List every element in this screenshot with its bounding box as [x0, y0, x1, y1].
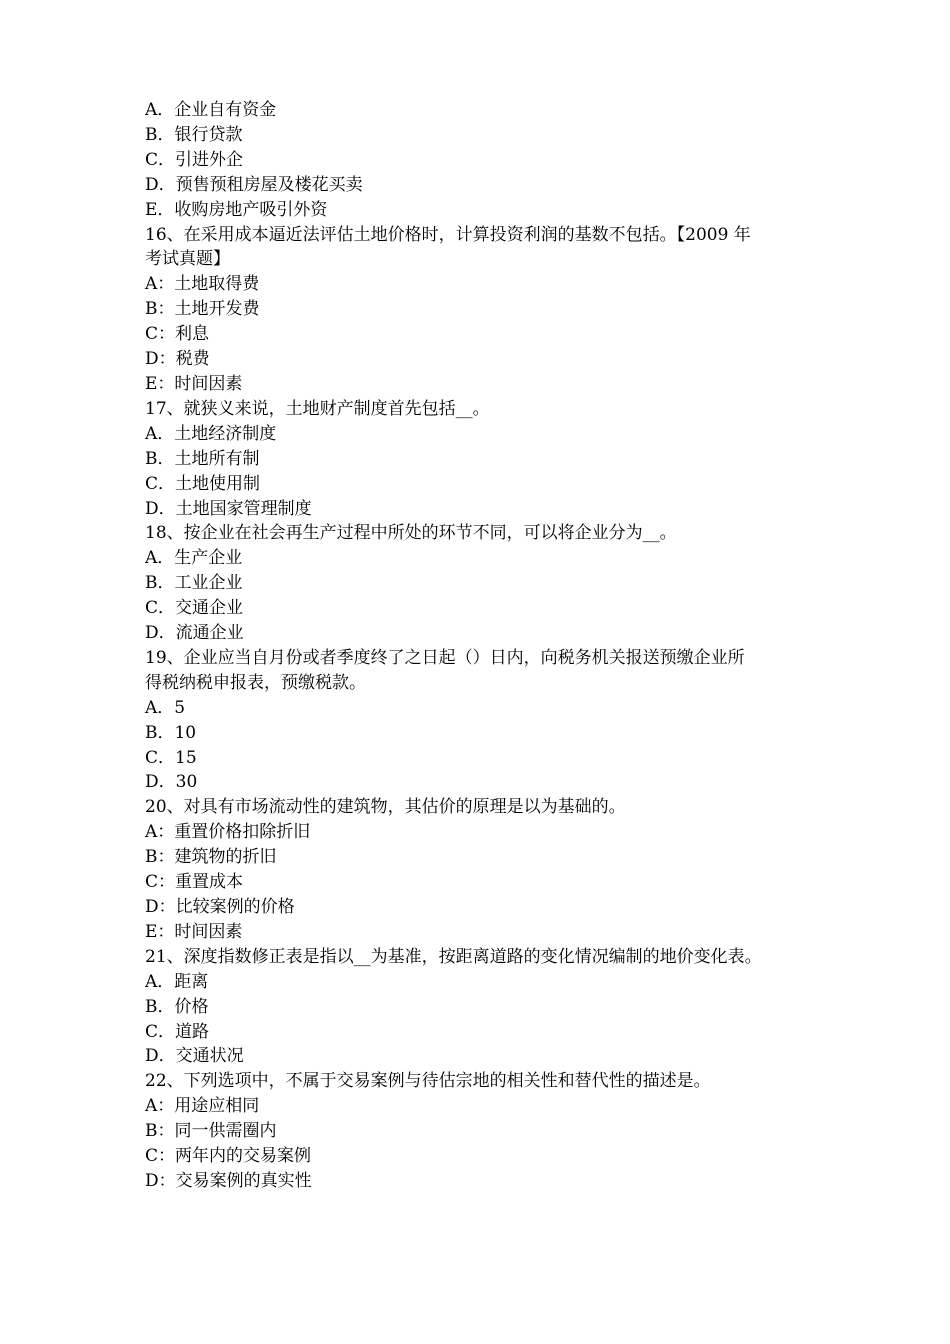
option-line: C．土地使用制: [145, 473, 261, 494]
question-20: 20、对具有市场流动性的建筑物，其估价的原理是以为基础的。: [145, 797, 626, 818]
option-line: B．银行贷款: [145, 124, 243, 145]
question-16-line-1: 16、在采用成本逼近法评估土地价格时，计算投资利润的基数不包括。【2009 年: [145, 224, 751, 245]
option-line: B：同一供需圈内: [145, 1121, 277, 1142]
option-line: D．预售预租房屋及楼花买卖: [145, 174, 363, 195]
option-line: D．交通状况: [145, 1046, 244, 1067]
option-line: A．土地经济制度: [145, 423, 277, 444]
option-line: B：土地开发费: [145, 299, 260, 320]
question-16-line-2: 考试真题】: [145, 249, 230, 270]
option-line: A：土地取得费: [145, 274, 260, 295]
question-22: 22、下列选项中，不属于交易案例与待估宗地的相关性和替代性的描述是。: [145, 1071, 711, 1092]
option-line: A．5: [145, 697, 186, 718]
option-line: B．土地所有制: [145, 448, 260, 469]
question-17: 17、就狭义来说，土地财产制度首先包括__。: [145, 398, 490, 419]
option-line: B．工业企业: [145, 573, 243, 594]
question-21: 21、深度指数修正表是指以__为基准，按距离道路的变化情况编制的地价变化表。: [145, 946, 762, 967]
option-line: E．收购房地产吸引外资: [145, 199, 328, 220]
question-19-line-2: 得税纳税申报表，预缴税款。: [145, 672, 366, 693]
option-line: D：税费: [145, 349, 210, 370]
option-line: D：交易案例的真实性: [145, 1170, 312, 1191]
option-line: A．距离: [145, 971, 209, 992]
option-line: C：利息: [145, 324, 210, 345]
question-19-line-1: 19、企业应当自月份或者季度终了之日起（）日内，向税务机关报送预缴企业所: [145, 647, 745, 668]
option-line: C．交通企业: [145, 598, 244, 619]
question-18: 18、按企业在社会再生产过程中所处的环节不同，可以将企业分为__。: [145, 523, 677, 544]
option-line: D．30: [145, 772, 198, 793]
option-line: B．价格: [145, 996, 209, 1017]
option-line: C：两年内的交易案例: [145, 1146, 312, 1167]
option-line: D．流通企业: [145, 623, 244, 644]
document-page: [145, 98, 825, 1194]
option-line: A：重置价格扣除折旧: [145, 822, 311, 843]
option-line: B．10: [145, 722, 197, 743]
option-line: A．企业自有资金: [145, 100, 277, 120]
option-line: C：重置成本: [145, 872, 244, 893]
option-line: D．土地国家管理制度: [145, 498, 312, 519]
option-line: E：时间因素: [145, 373, 243, 394]
option-line: C．道路: [145, 1021, 210, 1042]
option-line: B：建筑物的折旧: [145, 847, 277, 868]
option-line: A．生产企业: [145, 548, 243, 569]
option-line: C．15: [145, 747, 197, 768]
option-line: D：比较案例的价格: [145, 897, 295, 917]
option-line: C．引进外企: [145, 149, 244, 170]
option-line: E：时间因素: [145, 921, 243, 942]
option-line: A：用途应相同: [145, 1096, 260, 1117]
